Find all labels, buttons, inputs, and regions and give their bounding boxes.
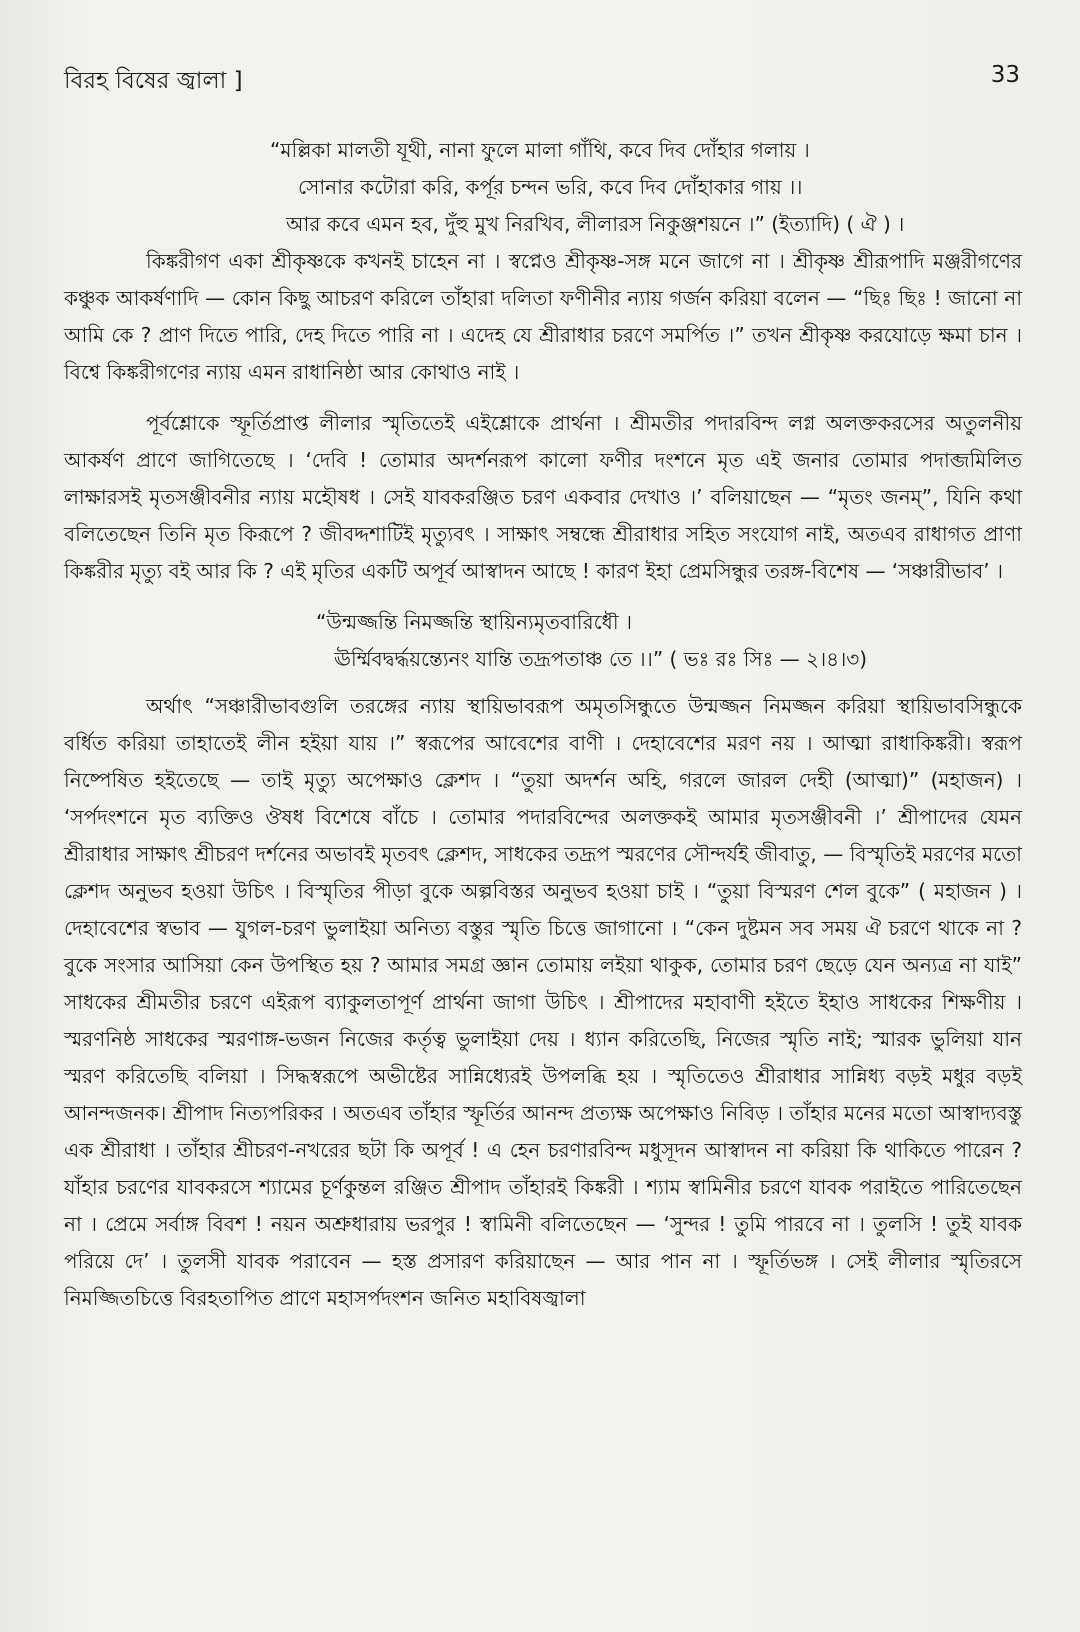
- verse-line: “উন্মজ্জন্তি নিমজ্জন্তি স্থায়িন্যমৃতবারিধৌ ।: [316, 610, 633, 634]
- paragraph: কিঙ্করীগণ একা শ্রীকৃষ্ণকে কখনই চাহেন না । স্বপ্নেও শ্রীকৃষ্ণ-সঙ্গ মনে জাগে না । শ্রীকৃষ্ণ শ্রীরূপাদি মঞ্জরীগণের কঞ্চুক আকর্ষণাদি — কোন কিছু আচরণ করিলে তাঁহারা দলিতা ফণীনীর ন্যায় গর্জন করিয়া বলেন — “ছিঃ ছিঃ ! জানো না আমি কে ? প্রাণ দিতে পারি, দেহ দিতে পারি না । এদেহ যে শ্রীরাধার চরণে সমর্পিত ।” তখন শ্রীকৃষ্ণ করযোড়ে ক্ষমা চান । বিশ্বে কিঙ্করীগণের ন্যায় এমন রাধানিষ্ঠা আর কোথাও নাই ।: [64, 249, 1022, 384]
- verse-line: ঊর্ম্মিবদ্বর্দ্ধয়ন্ত্যেনং যান্তি তদ্রূপতাঞ্চ তে ।।” ( ভঃ রঃ সিঃ — ২।৪।৩): [334, 647, 868, 671]
- paragraph: অর্থাৎ “সঞ্চারীভাবগুলি তরঙ্গের ন্যায় স্থায়িভাবরূপ অমৃতসিন্ধুতে উন্মজ্জন নিমজ্জন করিয়া স্থায়িভাবসিন্ধুকে বর্ধিত করিয়া তাহাতেই লীন হইয়া যায় ।” স্বরূপের আবেশের বাণী । দেহাবেশের মরণ নয় । আত্মা রাধাকিঙ্করী। স্বরূপ নিষ্পেষিত হইতেছে — তাই মৃত্যু অপেক্ষাও ক্লেশদ । “তুয়া অদর্শন অহি, গরলে জারল দেহী (আত্মা)” (মহাজন) । ‘সর্পদংশনে মৃত ব্যক্তিও ঔষধ বিশেষে বাঁচে । তোমার পদারবিন্দের অলক্তকই আমার মৃতসঞ্জীবনী ।’ শ্রীপাদের যেমন শ্রীরাধার সাক্ষাৎ শ্রীচরণ দর্শনের অভাবই মৃতবৎ ক্লেশদ, সাধকের তদ্রূপ স্মরণের সৌন্দর্যই জীবাতু, — বিস্মৃতিই মরণের মতো ক্লেশদ অনুভব হওয়া উচিৎ । বিস্মৃতির পীড়া বুকে অল্পবিস্তর অনুভব হওয়া চাই । “তুয়া বিস্মরণ শেল বুকে” ( মহাজন ) । দেহাবেশের স্বভাব — যুগল-চরণ ভুলাইয়া অনিত্য বস্তুর স্মৃতি চিত্তে জাগানো । “কেন দুষ্টমন সব সময় ঐ চরণে থাকে না ? বুকে সংসার আসিয়া কেন উপস্থিত হয় ? আমার সমগ্র জ্ঞান তোমায় লইয়া থাকুক, তোমার চরণ ছেড়ে যেন অন্যত্র না যাই” সাধকের শ্রীমতীর চরণে এইরূপ ব্যাকুলতাপূর্ণ প্রার্থনা জাগা উচিৎ । শ্রীপাদের মহাবাণী হইতে ইহাও সাধকের শিক্ষণীয় । স্মরণনিষ্ঠ সাধকের স্মরণাঙ্গ-ভজন নিজের কর্তৃত্ব ভুলাইয়া দেয় । ধ্যান করিতেছি, নিজের স্মৃতি নাই; স্মারক ভুলিয়া যান স্মরণ করিতেছি বলিয়া । সিদ্ধস্বরূপে অভীষ্টের সান্নিধ্যেরই উপলব্ধি হয় । স্মৃতিতেও শ্রীরাধার সান্নিধ্য বড়ই মধুর বড়ই আনন্দজনক। শ্রীপাদ নিত্যপরিকর । অতএব তাঁহার স্ফূর্তির আনন্দ প্রত্যক্ষ অপেক্ষাও নিবিড় । তাঁহার মনের মতো আস্বাদ্যবস্তু এক শ্রীরাধা । তাঁহার শ্রীচরণ-নখরের ছটা কি অপূর্ব ! এ হেন চরণারবিন্দ মধুসূদন আস্বাদন না করিয়া কি থাকিতে পারেন ? যাঁহার চরণের যাবকরসে শ্যামের চূর্ণকুন্তল রঞ্জিত শ্রীপাদ তাঁহারই কিঙ্করী । শ্যাম স্বামিনীর চরণে যাবক পরাইতে পারিতেছেন না । প্রেমে সর্বাঙ্গ বিবশ ! নয়ন অশ্রুধারায় ভরপুর ! স্বামিনী বলিতেছেন — ‘সুন্দর ! তুমি পারবে না । তুলসি ! তুই যাবক পরিয়ে দে’ । তুলসী যাবক পরাবেন — হস্ত প্রসারণ করিয়াছেন — আর পান না । স্ফূর্তিভঙ্গ । সেই লীলার স্মৃতিরসে নিমজ্জিতচিত্তে বিরহতাপিত প্রাণে মহাসর্পদংশন জনিত মহাবিষজ্বালা: [64, 694, 1022, 1310]
- paragraph: পূর্বশ্লোকে স্ফূর্তিপ্রাপ্ত লীলার স্মৃতিতেই এইশ্লোকে প্রার্থনা । শ্রীমতীর পদারবিন্দ লগ্ন অলক্তকরসের অতুলনীয় আকর্ষণ প্রাণে জাগিতেছে । ‘দেবি ! তোমার অদর্শনরূপ কালো ফণীর দংশনে মৃত এই জনার তোমার পদাব্জমিলিত লাক্ষারসই মৃতসঞ্জীবনীর ন্যায় মহৌষধ । সেই যাবকরঞ্জিত চরণ একবার দেখাও ।’ বলিয়াছেন — “মৃতং জনম্”, যিনি কথা বলিতেছেন তিনি মৃত কিরূপে ? জীবদ্দশাটিই মৃত্যুবৎ । সাক্ষাৎ সম্বন্ধে শ্রীরাধার সহিত সংযোগ নাই, অতএব রাধাগত প্রাণা কিঙ্করীর মৃত্যু বই আর কি ? এই মৃতির একটি অপূর্ব আস্বাদন আছে ! কারণ ইহা প্রেমসিন্ধুর তরঙ্গ-বিশেষ — ‘সঞ্চারীভাব’ ।: [64, 411, 1022, 583]
- running-head: বিরহ বিষের জ্বালা ]: [64, 68, 243, 94]
- page-header: [64, 62, 1020, 102]
- verse-line: “মল্লিকা মালতী যূথী, নানা ফুলে মালা গাঁথি, কবে দিব দোঁহার গলায় ।: [270, 138, 810, 162]
- page-body: [64, 132, 1022, 1317]
- verse-line: আর কবে এমন হব, দুঁহু মুখ নিরখিব, লীলারস নিকুঞ্জশয়নে ।” (ইত্যাদি) ( ঐ ) ।: [286, 212, 905, 236]
- verse-line: সোনার কটোরা করি, কর্পূর চন্দন ভরি, কবে দিব দোঁহাকার গায় ।।: [298, 175, 803, 199]
- page-number: 33: [990, 62, 1020, 88]
